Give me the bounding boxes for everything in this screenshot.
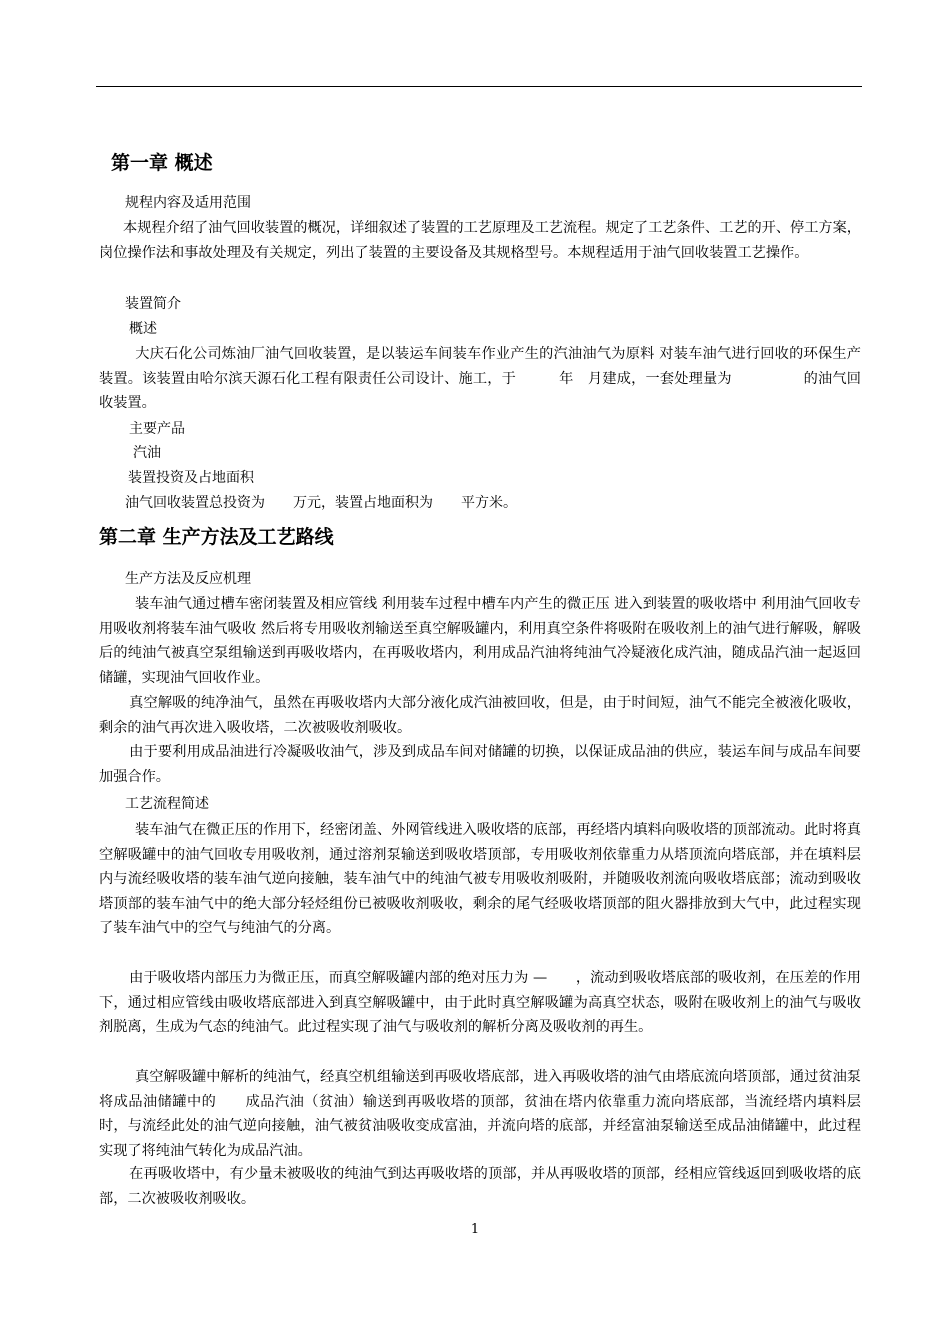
paragraph-method-3-text: 由于要利用成品油进行冷凝吸收油气，涉及到成品车间对储罐的切换，以保证成品油的供应，装运车间与成品车间要加强合作。: [99, 744, 861, 785]
section-investment-heading: 装置投资及占地面积: [128, 470, 254, 486]
paragraph-process-2-text: 由于吸收塔内部压力为微正压，而真空解吸罐内部的绝对压力为 — ，流动到吸收塔底部的吸收剂，在压差的作用下，通过相应管线由吸收塔底部进入到真空解吸罐中，由于此时真空解吸罐为高真空状态，吸附在吸收剂上的油气与吸收剂脱离，生成为气态的纯油气。此过程实现了油气与吸收剂的解析分离及吸收剂的再生。: [99, 970, 861, 1035]
chapter-2-title: 第二章 生产方法及工艺路线: [99, 526, 334, 548]
paragraph-method-1-text: 装车油气通过槽车密闭装置及相应管线 利用装车过程中槽车内产生的微正压 进入到装置的吸收塔中 利用油气回收专用吸收剂将装车油气吸收 然后将专用吸收剂输送至真空解吸罐内，利用真空条件将吸附在吸收剂上的油气进行解吸，解吸后的纯油气被真空泵组输送到再吸收塔内，在再吸收塔内，利用成品汽油将纯油气冷疑液化成汽油，随成品汽油一起返回储罐，实现油气回收作业。: [99, 596, 861, 686]
paragraph-scope: [99, 216, 861, 265]
paragraph-process-4-text: 在再吸收塔中，有少量未被吸收的纯油气到达再吸收塔的顶部，并从再吸收塔的顶部，经相应管线返回到吸收塔的底部，二次被吸收剂吸收。: [99, 1166, 861, 1207]
section-method-heading: 生产方法及反应机理: [125, 571, 251, 587]
product-gasoline: 汽油: [133, 445, 161, 461]
paragraph-process-4: [99, 1162, 861, 1211]
paragraph-method-2: [99, 691, 861, 740]
section-overview-heading: 概述: [129, 321, 157, 337]
paragraph-process-2: [99, 966, 861, 1040]
paragraph-process-3-text: 真空解吸罐中解析的纯油气，经真空机组输送到再吸收塔底部，进入再吸收塔的油气由塔底流向塔顶部，通过贫油泵将成品油储罐中的 成品汽油（贫油）输送到再吸收塔的顶部，贫油在塔内依靠重力流向塔底部，当流经塔内填料层时，与流经此处的油气逆向接触，油气被贫油吸收变成富油，并流向塔的底部，并经富油泵输送至成品油储罐中，此过程实现了将纯油气转化为成品汽油。: [99, 1069, 861, 1159]
paragraph-process-3: [99, 1065, 861, 1163]
paragraph-process-1: [99, 818, 861, 941]
section-scope-heading: 规程内容及适用范围: [125, 195, 251, 211]
paragraph-investment: 油气回收装置总投资为 万元，装置占地面积为 平方米。: [125, 495, 517, 511]
paragraph-overview-text: 大庆石化公司炼油厂油气回收装置，是以装运车间装车作业产生的汽油油气为原料 对装车油气进行回收的环保生产装置。该装置由哈尔滨天源石化工程有限责任公司设计、施工，于 年 月建成，一套处理量为 的油气回收装置。: [99, 346, 861, 411]
chapter-1-title: 第一章 概述: [111, 152, 213, 174]
page-number: 1: [470, 1222, 480, 1237]
header-rule: [96, 86, 862, 87]
paragraph-overview: [99, 342, 861, 416]
section-intro-heading: 装置简介: [125, 296, 181, 312]
paragraph-scope-text: 本规程介绍了油气回收装置的概况，详细叙述了装置的工艺原理及工艺流程。规定了工艺条件、工艺的开、停工方案，岗位操作法和事故处理及有关规定，列出了装置的主要设备及其规格型号。本规程适用于油气回收装置工艺操作。: [99, 220, 861, 261]
paragraph-method-3: [99, 740, 861, 789]
paragraph-process-1-text: 装车油气在微正压的作用下，经密闭盖、外网管线进入吸收塔的底部，再经塔内填料向吸收塔的顶部流动。此时将真空解吸罐中的油气回收专用吸收剂，通过溶剂泵输送到吸收塔顶部，专用吸收剂依靠重力从塔顶流向塔底部，并在填料层内与流经吸收塔的装车油气逆向接触，装车油气中的纯油气被专用吸收剂吸附，并随吸收剂流向吸收塔底部；流动到吸收塔顶部的装车油气中的绝大部分轻烃组份已被吸收剂吸收，剩余的尾气经吸收塔顶部的阻火器排放到大气中，此过程实现了装车油气中的空气与纯油气的分离。: [99, 822, 861, 936]
paragraph-method-1: [99, 592, 861, 690]
section-process-heading: 工艺流程简述: [125, 796, 209, 812]
paragraph-method-2-text: 真空解吸的纯净油气，虽然在再吸收塔内大部分液化成汽油被回收，但是，由于时间短，油气不能完全被液化吸收，剩余的油气再次进入吸收塔，二次被吸收剂吸收。: [99, 695, 861, 736]
section-products-heading: 主要产品: [129, 421, 185, 437]
